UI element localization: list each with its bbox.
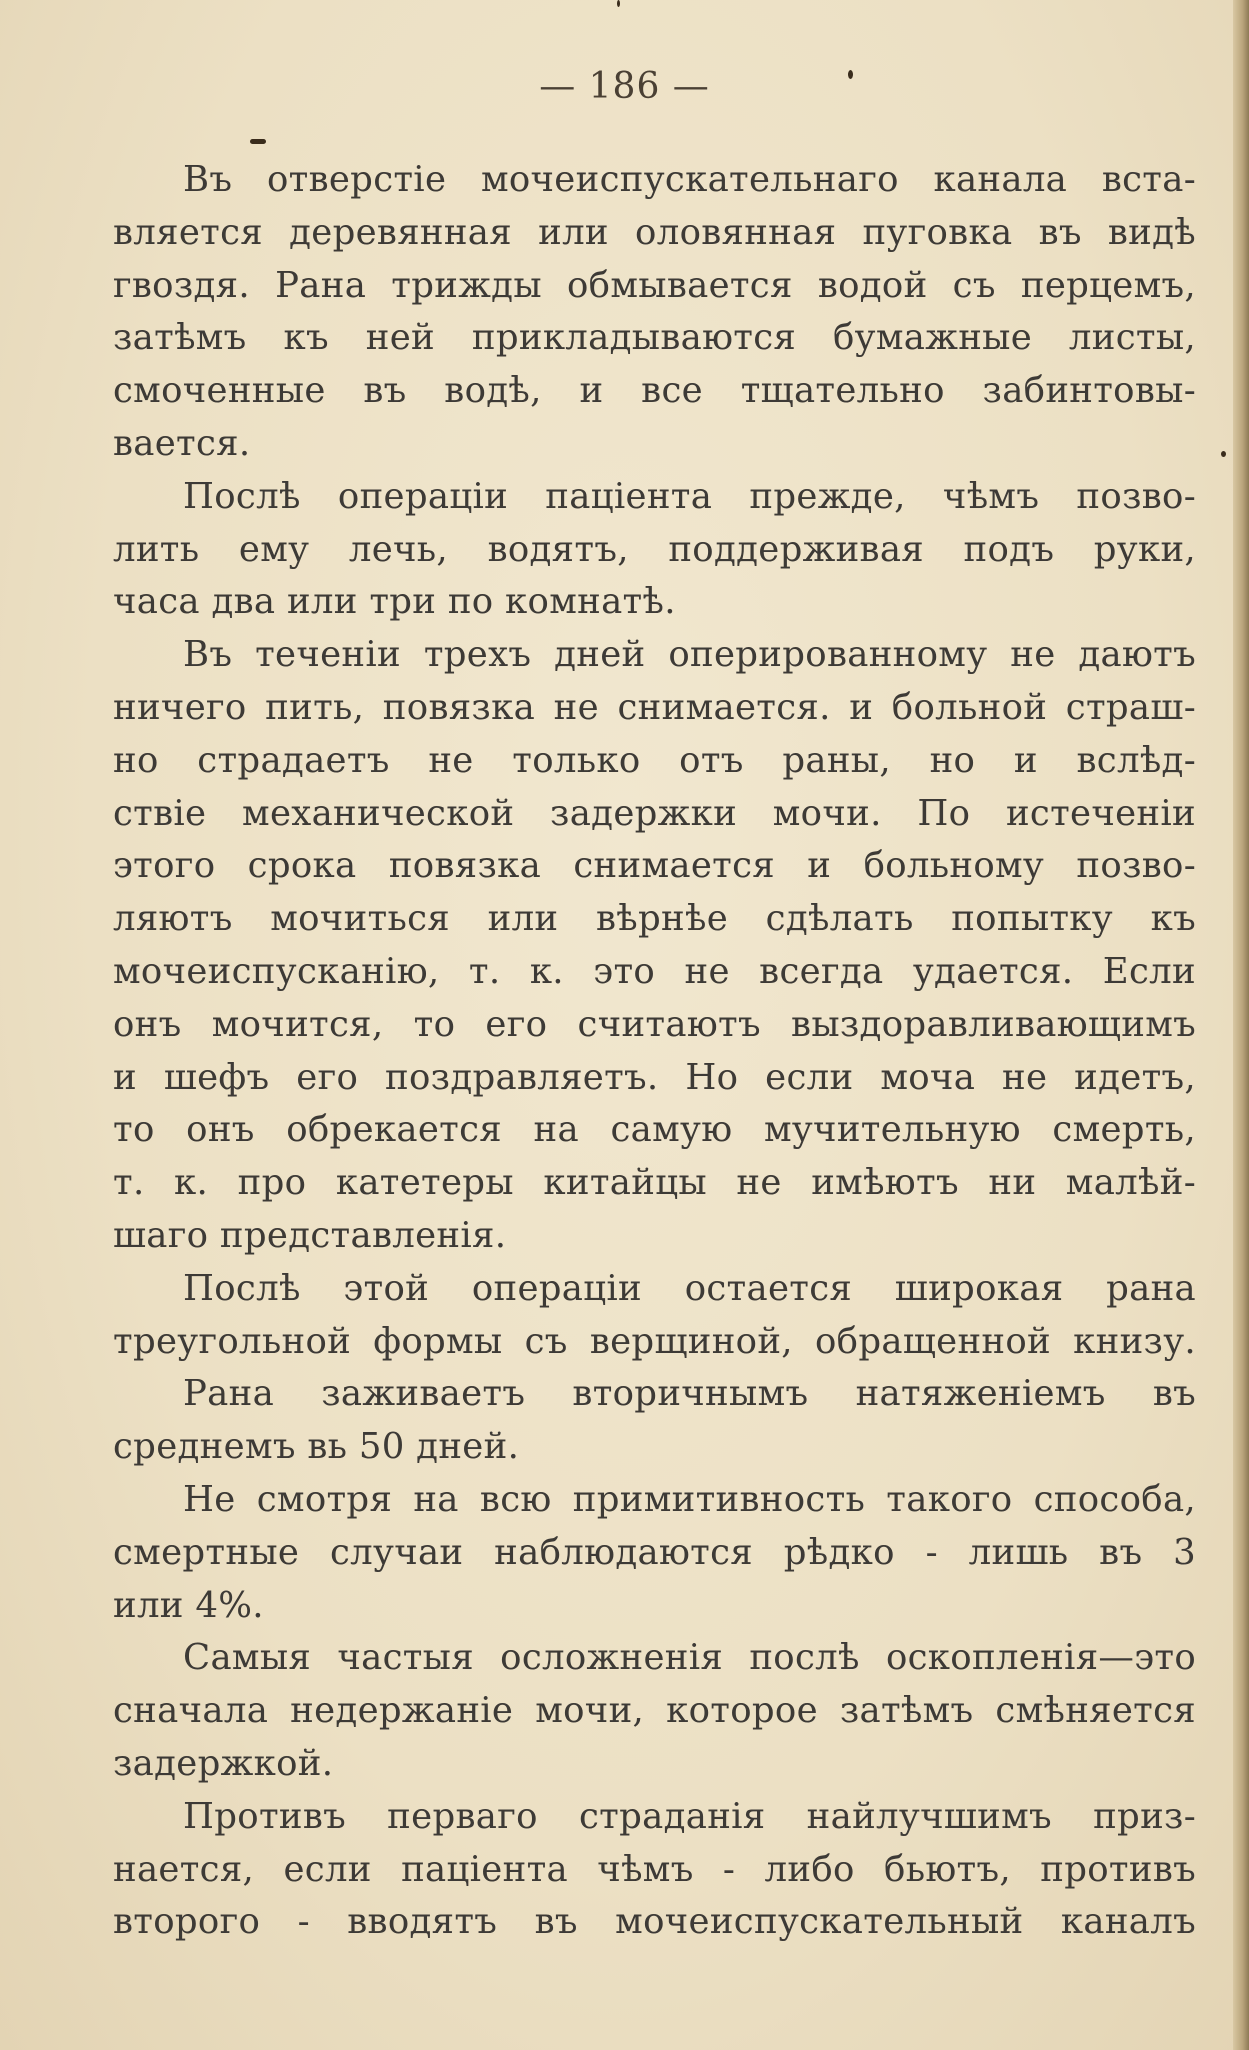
text-line: треугольной формы съ верщиной, обращенной книзу. [113, 1320, 1196, 1362]
text-line: Въ теченіи трехъ дней оперированному не даютъ [183, 634, 1196, 676]
text-line: мочеиспусканію, т. к. это не всегда удается. Если [113, 950, 1196, 992]
paragraph [113, 1632, 1196, 1790]
paragraph [113, 1474, 1196, 1632]
text-line: и шефъ его поздравляетъ. Но если моча не идетъ, [113, 1056, 1196, 1098]
text-line: Послѣ операціи паціента прежде, чѣмъ позво- [183, 475, 1196, 517]
body-text [113, 154, 1196, 1949]
text-line: т. к. про катетеры китайцы не имѣютъ ни малѣй- [113, 1162, 1196, 1204]
paragraph [113, 1263, 1196, 1369]
page-edge-shadow [1233, 0, 1249, 2050]
text-line: Не смотря на всю примитивность такого способа, [183, 1478, 1196, 1520]
text-line: то онъ обрекается на самую мучительную смерть, [113, 1109, 1196, 1151]
text-line: нается, если паціента чѣмъ - либо бьютъ, противъ [113, 1848, 1196, 1890]
paragraph [113, 471, 1196, 629]
ink-dot [1221, 451, 1226, 457]
text-line: затѣмъ къ ней прикладываются бумажные листы, [113, 317, 1196, 359]
text-line: онъ мочится, то его считаютъ выздоравливающимъ [113, 1003, 1196, 1045]
ink-mark [250, 139, 266, 144]
text-line: Самыя частыя осложненія послѣ оскопленія—это [183, 1637, 1196, 1679]
paragraph [113, 1791, 1196, 1949]
text-line: шаго представленія. [113, 1214, 507, 1256]
ink-dot [617, 0, 620, 7]
paragraph [113, 629, 1196, 1263]
text-line: этого срока повязка снимается и больному позво- [113, 845, 1196, 887]
text-line: или 4%. [113, 1584, 264, 1626]
text-line: Въ отверстіе мочеиспускательнаго канала вста- [183, 159, 1196, 200]
paragraph [113, 154, 1196, 471]
text-line: ляютъ мочиться или вѣрнѣе сдѣлать попытку къ [113, 898, 1196, 940]
text-line: часа два или три по комнатѣ. [113, 581, 676, 623]
text-line: второго - вводятъ въ мочеиспускательный каналъ [113, 1901, 1196, 1943]
text-line: но страдаетъ не только отъ раны, но и вслѣд- [113, 739, 1196, 781]
text-line: среднемъ вь 50 дней. [113, 1426, 520, 1468]
text-line: Рана заживаетъ вторичнымъ натяженіемъ въ [183, 1373, 1196, 1415]
text-line: ничего пить, повязка не снимается. и больной страш- [113, 686, 1196, 728]
text-line: задержкой. [113, 1742, 334, 1784]
text-line: вляется деревянная или оловянная пуговка въ видѣ [113, 211, 1196, 253]
text-line: лить ему лечь, водятъ, поддерживая подъ руки, [113, 528, 1196, 570]
text-line: Противъ перваго страданія найлучшимъ приз- [183, 1795, 1196, 1837]
page-number: — 186 — [539, 66, 710, 107]
text-line: смертные случаи наблюдаются рѣдко - лишь въ 3 [113, 1531, 1196, 1573]
text-line: вается. [113, 422, 251, 464]
paragraph [113, 1368, 1196, 1474]
text-line: ствіе механической задержки мочи. По истеченіи [113, 792, 1196, 834]
text-line: сначала недержаніе мочи, которое затѣмъ смѣняется [113, 1690, 1196, 1732]
text-line: Послѣ этой операціи остается широкая рана [183, 1267, 1196, 1309]
text-line: гвоздя. Рана трижды обмывается водой съ перцемъ, [113, 264, 1196, 306]
text-line: смоченные въ водѣ, и все тщательно забинтовы- [113, 370, 1196, 412]
